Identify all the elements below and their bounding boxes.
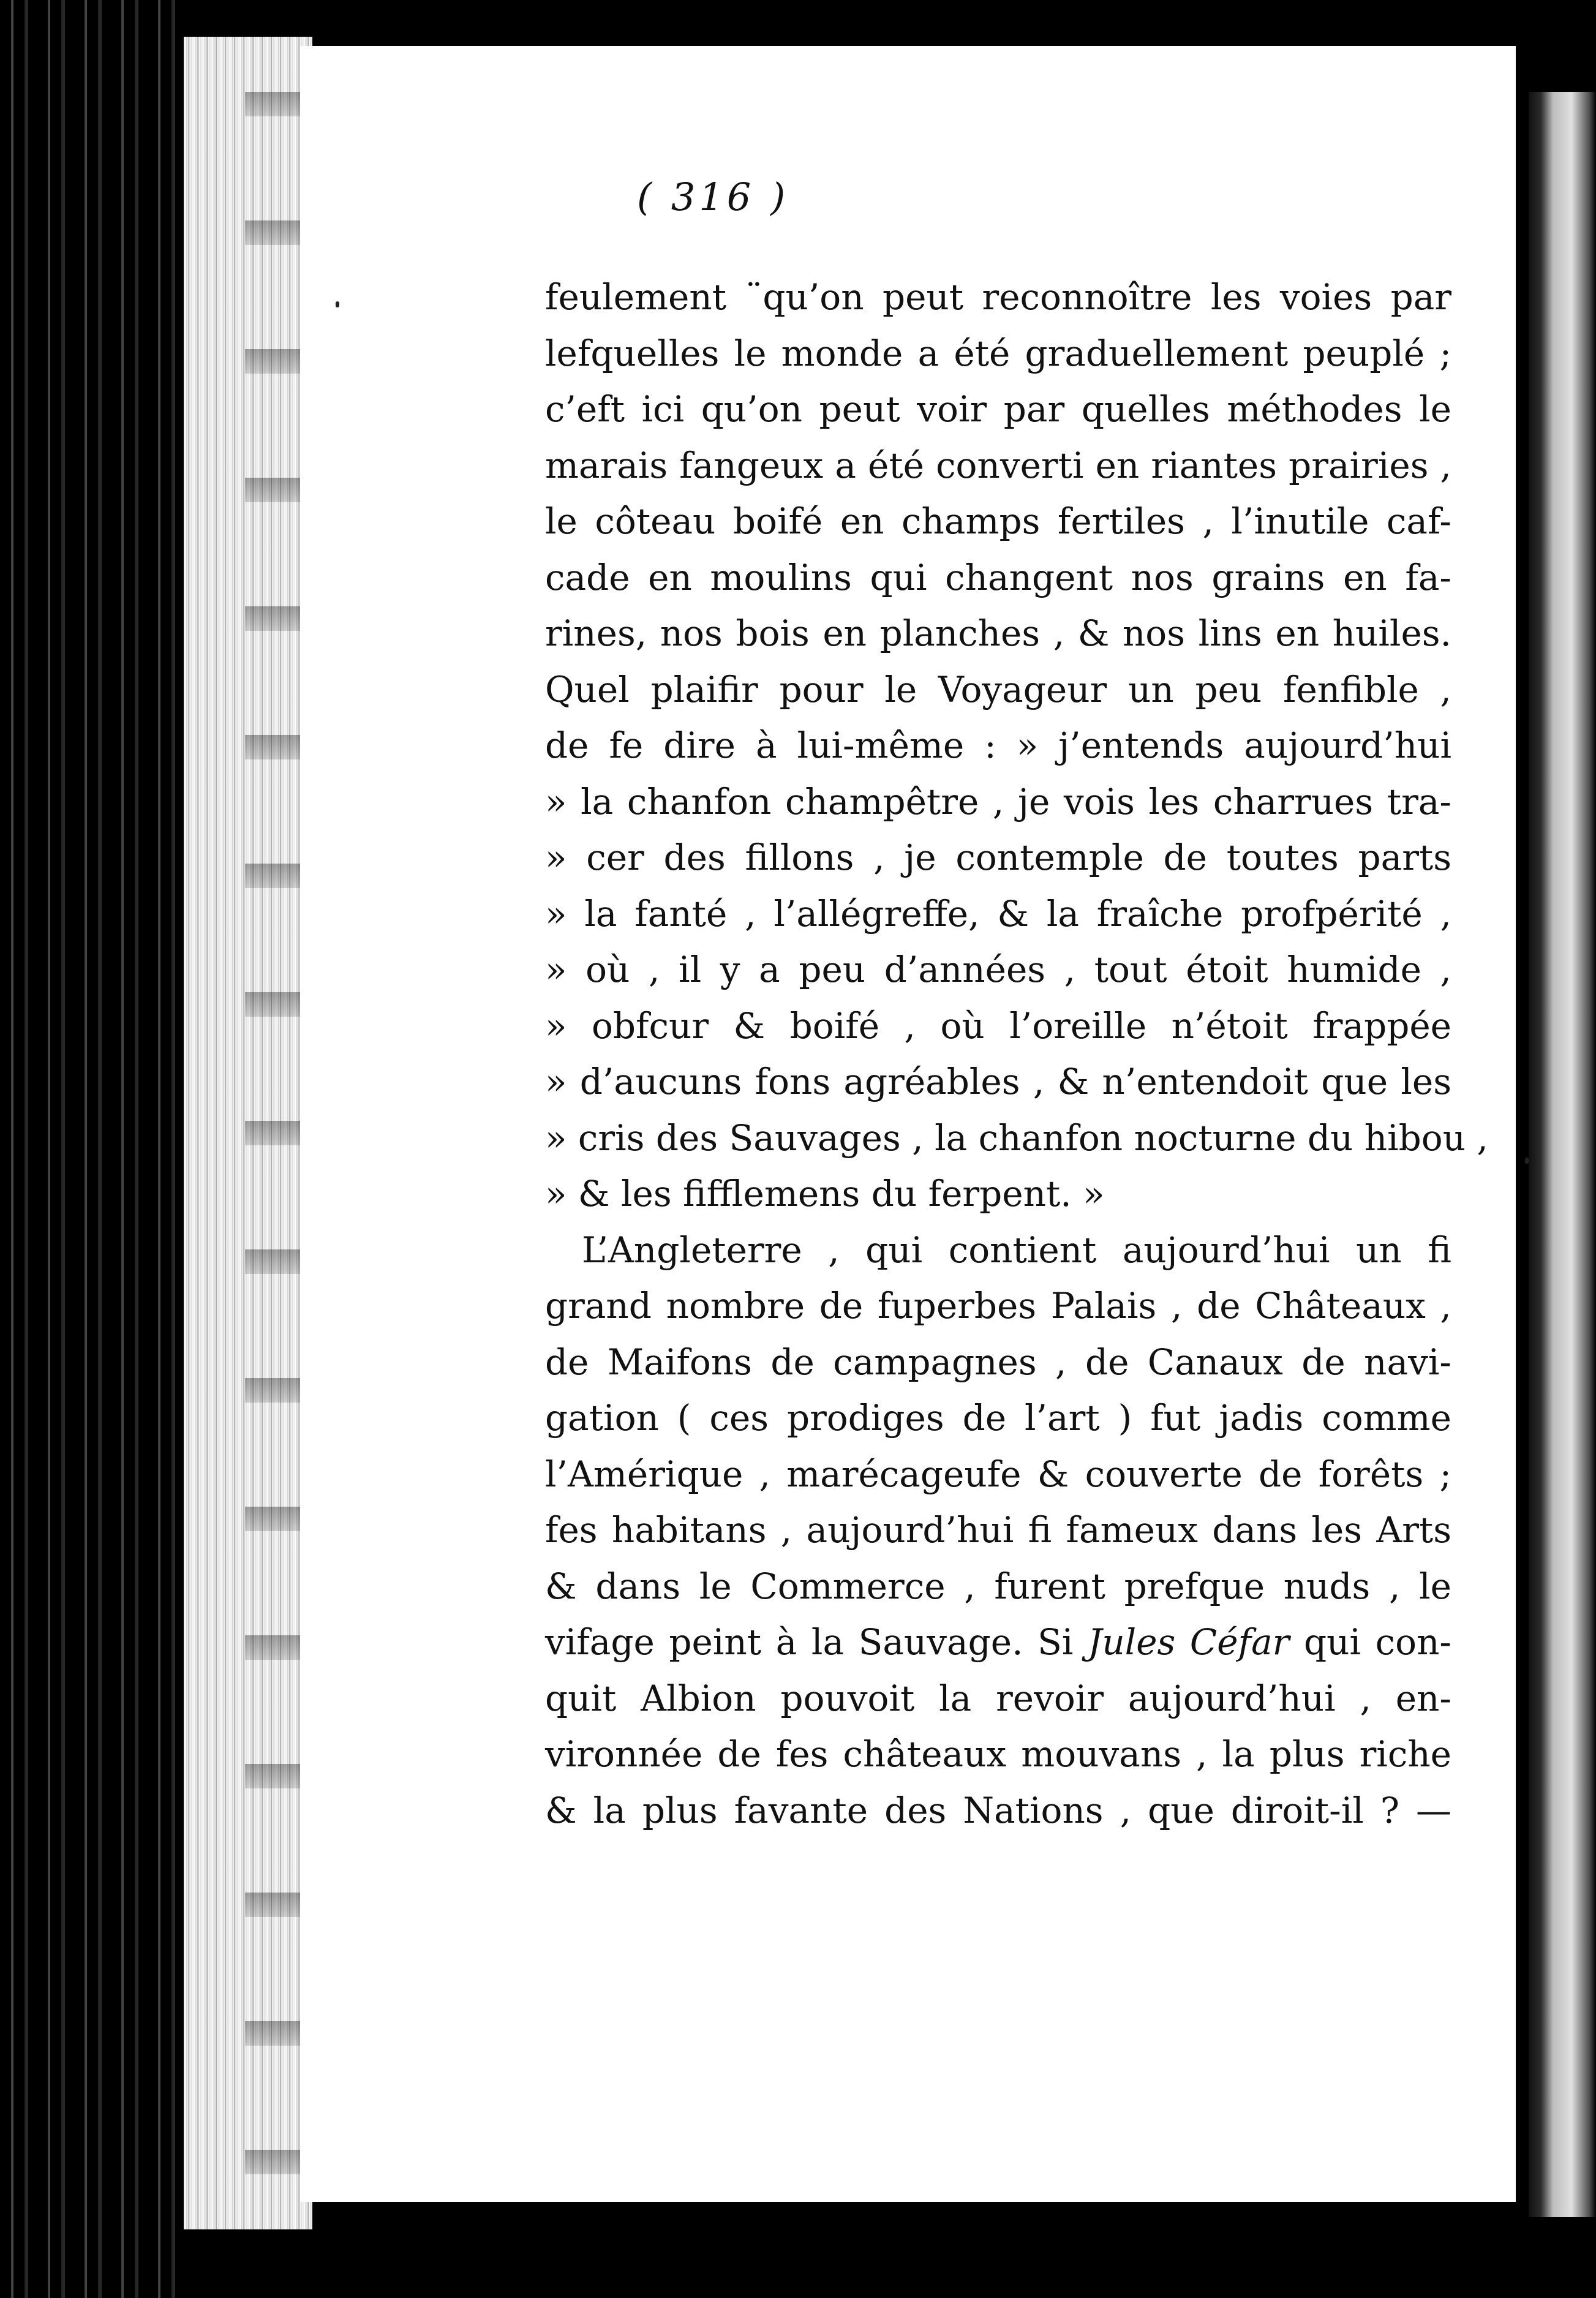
text-line: » cris des Sauvages , la chanfon nocturne du hibou , <box>545 1117 1488 1159</box>
text-line: de fe dire à lui-même : » j’entends aujourd’hui <box>545 725 1451 766</box>
paragraph-first-line: L’Angleterre , qui contient aujourd’hui un fi <box>582 1229 1451 1271</box>
text-line: » obfcur & boifé , où l’oreille n’étoit frappée <box>545 1004 1451 1047</box>
page-number: ( 316 ) <box>637 175 789 219</box>
scan-speck <box>1525 1158 1529 1164</box>
text-line: le côteau boifé en champs fertiles , l’inutile caf- <box>545 500 1451 542</box>
text-line: marais fangeux a été converti en riantes prairies , <box>545 444 1451 486</box>
text-line: & la plus favante des Nations , que diroit-il ? — <box>545 1789 1451 1831</box>
italic-name: Jules Céfar <box>1088 1621 1290 1663</box>
text-line: » la fanté , l’allégreffe, & la fraîche profpérité , <box>545 892 1451 935</box>
text-line: gation ( ces prodiges de l’art ) fut jadis comme <box>545 1397 1451 1439</box>
text-segment: qui con- <box>1304 1621 1452 1663</box>
text-line: & dans le Commerce , furent prefque nuds , le <box>545 1565 1451 1607</box>
text-line: » la chanfon champêtre , je vois les charrues tra- <box>545 780 1451 823</box>
text-line: de Maifons de campagnes , de Canaux de navi- <box>545 1341 1451 1383</box>
text-line: c’eft ici qu’on peut voir par quelles méthodes le <box>545 388 1451 430</box>
text-line: feulement ¨qu’on peut reconnoître les voies par <box>545 276 1451 318</box>
right-page-edge <box>1529 92 1596 2217</box>
text-line: l’Amérique , marécageufe & couverte de forêts ; <box>545 1453 1451 1495</box>
text-line: quit Albion pouvoit la revoir aujourd’hui , en- <box>545 1677 1451 1719</box>
text-line: » d’aucuns fons agréables , & n’entendoit que les <box>545 1061 1451 1102</box>
book-spine-edge <box>0 0 184 2298</box>
text-line-mixed <box>545 1614 1451 1671</box>
text-line: fes habitans , aujourd’hui fi fameux dans les Arts <box>545 1509 1451 1551</box>
text-segment: vifage peint à la Sauvage. Si <box>545 1621 1074 1663</box>
text-line: lefquelles le monde a été graduellement peuplé ; <box>545 332 1451 374</box>
text-line: vironnée de fes châteaux mouvans , la plus riche <box>545 1733 1451 1775</box>
text-line: Quel plaifir pour le Voyageur un peu fenfible , <box>545 668 1451 710</box>
text-line: » où , il y a peu d’années , tout étoit humide , <box>545 949 1451 990</box>
scan-speck <box>336 301 339 307</box>
text-line: rines, nos bois en planches , & nos lins en huiles. <box>545 612 1451 654</box>
text-line: » & les fifflemens du ferpent. » <box>545 1173 1105 1215</box>
body-text <box>545 269 1488 1839</box>
text-line: cade en moulins qui changent nos grains en fa- <box>545 556 1451 598</box>
text-line: » cer des fillons , je contemple de toutes parts <box>545 837 1451 878</box>
text-line: grand nombre de fuperbes Palais , de Châteaux , <box>545 1285 1451 1327</box>
